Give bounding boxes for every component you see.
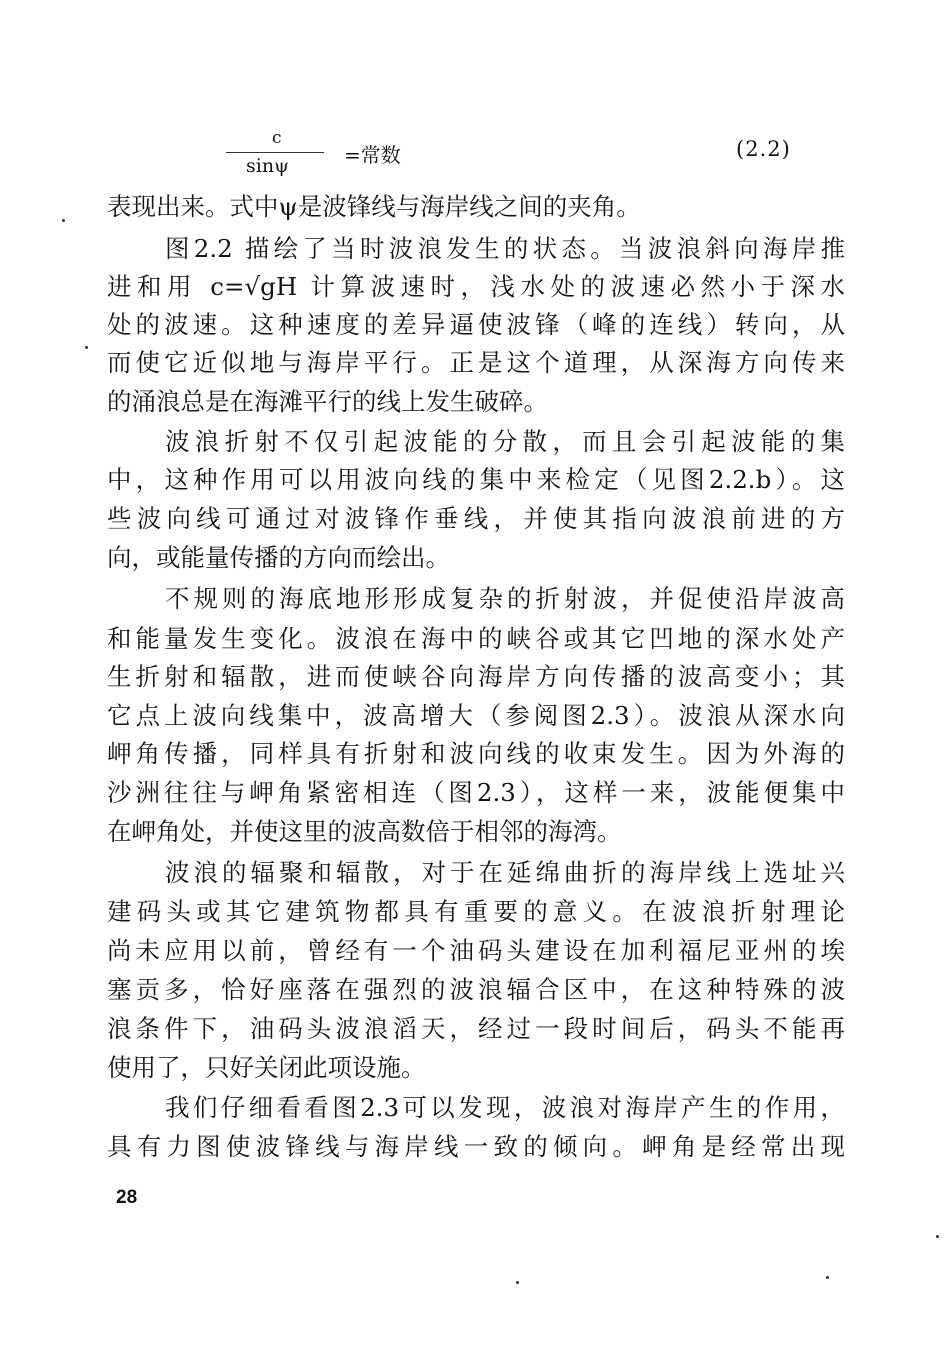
text-line: 进和用 c=√gH 计算波速时，浅水处的波速必然小于深水 [107, 272, 845, 301]
text-line: 塞贡多，恰好座落在强烈的波浪辐合区中，在这种特殊的波 [107, 975, 845, 1004]
scan-speck [826, 1276, 829, 1279]
text-line: 浪条件下，油码头波浪滔天，经过一段时间后，码头不能再 [107, 1014, 845, 1043]
fraction [226, 128, 326, 188]
text-line: 建码头或其它建筑物都具有重要的意义。在波浪折射理论 [107, 897, 845, 926]
page-number: 28 [116, 1187, 138, 1208]
text-line: 生折射和辐散，进而使峡谷向海岸方向传播的波高变小；其 [107, 662, 845, 691]
text-line: 和能量发生变化。波浪在海中的峡谷或其它凹地的深水处产 [107, 624, 845, 653]
scan-speck [516, 1281, 519, 1284]
text-line: 图2.2 描绘了当时波浪发生的状态。当波浪斜向海岸推 [165, 234, 845, 263]
text-line: 向，或能量传播的方向而绘出。 [107, 543, 450, 572]
text-line: 具有力图使波锋线与海岸线一致的倾向。岬角是经常出现 [107, 1132, 845, 1161]
fraction-bar [230, 152, 324, 153]
fraction-numerator: c [272, 128, 282, 148]
text-line: 些波向线可通过对波锋作垂线，并使其指向波浪前进的方 [107, 504, 845, 533]
text-line: 波浪折射不仅引起波能的分散，而且会引起波能的集 [165, 427, 845, 456]
text-line: 尚未应用以前，曾经有一个油码头建设在加利福尼亚州的埃 [107, 936, 845, 965]
text-line: 中，这种作用可以用波向线的集中来检定（见图2.2.b）。这 [107, 465, 845, 494]
text-line: 波浪的辐聚和辐散，对于在延绵曲折的海岸线上选址兴 [165, 858, 845, 887]
equation-2-2 [226, 128, 826, 188]
text-line: 它点上波向线集中，波高增大（参阅图2.3）。波浪从深水向 [107, 701, 845, 730]
text-line: 处的波速。这种速度的差异逼使波锋（峰的连线）转向，从 [107, 310, 845, 339]
scan-speck [85, 346, 88, 349]
text-line: 的涌浪总是在海滩平行的线上发生破碎。 [107, 387, 548, 416]
text-line: 岬角传播，同样具有折射和波向线的收束发生。因为外海的 [107, 739, 845, 768]
equation-right-side: =常数 [344, 143, 401, 167]
text-line: 表现出来。式中ψ是波锋线与海岸线之间的夹角。 [107, 192, 641, 221]
fraction-denominator: sinψ [246, 155, 289, 177]
text-line: 不规则的海底地形形成复杂的折射波，并促使沿岸波高 [165, 584, 845, 613]
text-line: 在岬角处，并使这里的波高数倍于相邻的海湾。 [107, 817, 622, 846]
text-line: 我们仔细看看图2.3可以发现，波浪对海岸产生的作用， [165, 1093, 845, 1122]
text-line: 沙洲往往与岬角紧密相连（图2.3），这样一来，波能便集中 [107, 778, 845, 807]
equation-number: (2.2) [736, 137, 791, 161]
scan-speck [62, 219, 65, 222]
text-line: 而使它近似地与海岸平行。正是这个道理，从深海方向传来 [107, 348, 845, 377]
scan-speck [936, 1235, 939, 1238]
text-line: 使用了，只好关闭此项设施。 [107, 1053, 426, 1082]
